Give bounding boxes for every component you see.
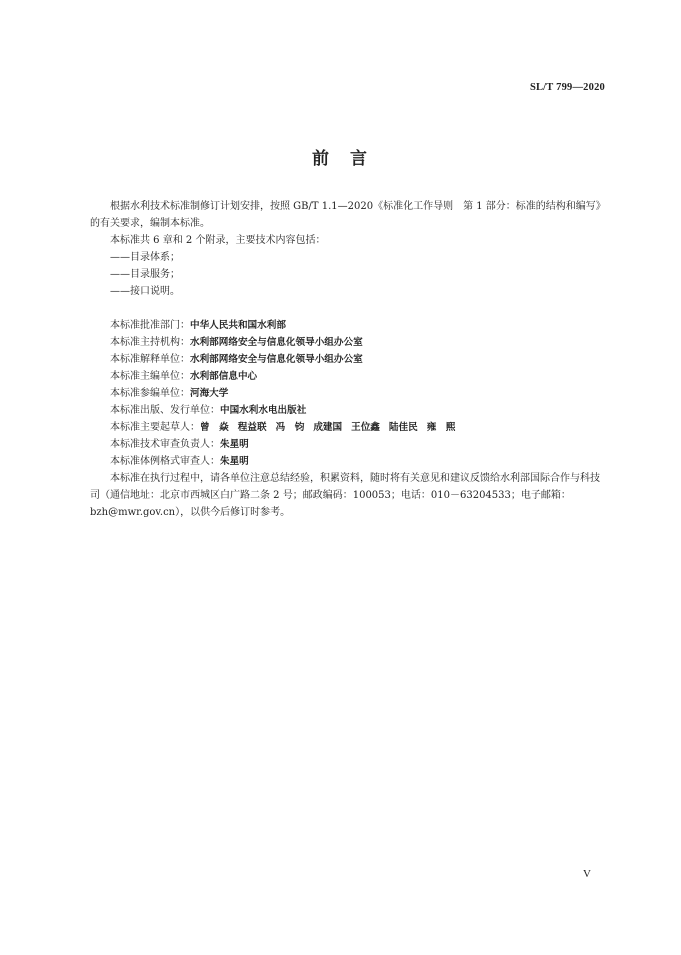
document-code: SL/T 799—2020	[529, 82, 605, 93]
list-item: ——目录服务；	[110, 269, 180, 280]
drafter-name: 曾 焱	[200, 422, 229, 433]
document-body	[90, 198, 604, 521]
drafter-name: 雍 熙	[426, 422, 456, 433]
drafters-line: 本标准主要起草人：曾 焱 程益联 冯 钧 成建国 王位鑫 陆佳民 雍 熙	[110, 422, 456, 433]
drafter-name: 程益联	[237, 422, 267, 433]
list-item: ——目录体系；	[110, 252, 180, 263]
role-line-host: 本标准主持机构：水利部网络安全与信息化领导小组办公室	[110, 337, 363, 348]
role-line-approver: 本标准批准部门：中华人民共和国水利部	[110, 320, 286, 331]
spacer	[90, 300, 604, 317]
page-number: V	[583, 868, 591, 880]
reviewer-line-format: 本标准体例格式审查人：朱星明	[110, 456, 249, 467]
role-line-chief-editor: 本标准主编单位：水利部信息中心	[110, 371, 258, 382]
role-line-participant: 本标准参编单位：河海大学	[110, 388, 229, 399]
role-line-publisher: 本标准出版、发行单位：中国水利水电出版社	[110, 405, 307, 416]
contents-summary: 本标准共 6 章和 2 个附录，主要技术内容包括：	[110, 235, 326, 246]
drafter-name: 成建国	[313, 422, 343, 433]
role-line-interpreter: 本标准解释单位：水利部网络安全与信息化领导小组办公室	[110, 354, 363, 365]
drafter-name: 王位鑫	[351, 422, 380, 433]
page-title: 前 言	[312, 149, 369, 169]
intro-paragraph: 根据水利技术标准制修订计划安排，按照 GB/T 1.1—2020《标准化工作导则 第 1 部分：标准的结构和编写》的有关要求，编制本标准。	[90, 201, 601, 229]
reviewer-line-technical: 本标准技术审查负责人：朱星明	[110, 439, 249, 450]
closing-paragraph: 本标准在执行过程中，请各单位注意总结经验，积累资料，随时将有关意见和建议反馈给水利部国际合作与科技司（通信地址：北京市西城区白广路二条 2 号；邮政编码：100053；电话：010－63204533；电子邮箱：bzh@mwr.gov.cn），以供今后修订时参考。	[90, 473, 600, 518]
list-item: ——接口说明。	[110, 286, 180, 297]
drafter-name: 陆佳民	[388, 422, 418, 433]
drafter-name: 冯 钧	[275, 422, 305, 433]
